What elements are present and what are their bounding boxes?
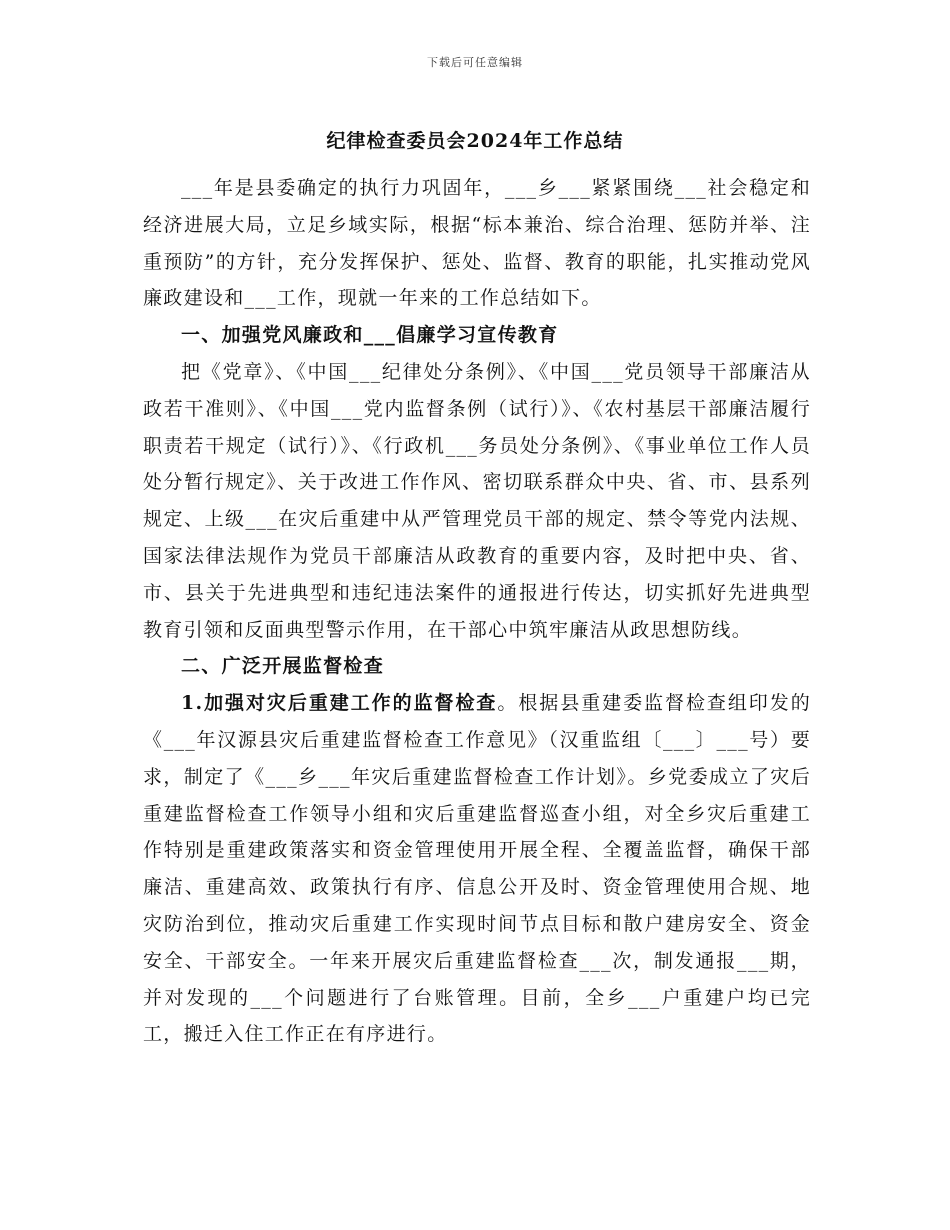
section-2-heading: 二、广泛开展监督检查 — [181, 655, 385, 678]
section-1-heading: 一、加强党风廉政和___倡廉学习宣传教育 — [181, 324, 559, 347]
subsection-1-heading: 1.加强对灾后重建工作的监督检查 — [181, 692, 498, 715]
section-2-paragraph — [143, 685, 811, 1053]
section-1-paragraph: 把《党章》、《中国___纪律处分条例》、《中国___党员领导干部廉洁从政若干准则》、《中国___党内监督条例（试行）》、《农村基层干部廉洁履行职责若干规定（试行）》、《行政机___务员处分条例》、《事业单位工作人员处分暂行规定》、关于改进工作作风、密切联系群众中央、省、市、县系列规定、上级___在灾后重建中从严管理党员干部的规定、禁令等党内法规、国家法律法规作为党员干部廉洁从政教育的重要内容，及时把中央、省、市、县关于先进典型和违纪违法案件的通报进行传达，切实抓好先进典型教育引领和反面典型警示作用，在干部心中筑牢廉洁从政思想防线。 — [143, 360, 811, 641]
subsection-1-text: 。根据县重建委监督检查组印发的《___年汉源县灾后重建监督检查工作意见》（汉重监组〔___〕___号）要求，制定了《___乡___年灾后重建监督检查工作计划》。乡党委成立了灾后重建监督检查工作领导小组和灾后重建监督巡查小组，对全乡灾后重建工作特别是重建政策落实和资金管理使用开展全程、全覆盖监督，确保干部廉洁、重建高效、政策执行有序、信息公开及时、资金管理使用合规、地灾防治到位，推动灾后重建工作实现时间节点目标和散户建房安全、资金安全、干部安全。一年来开展灾后重建监督检查___次，制发通报___期，并对发现的___个问题进行了台账管理。目前，全乡___户重建户均已完工，搬迁入住工作正在有序进行。 — [143, 692, 811, 1046]
intro-paragraph: ___年是县委确定的执行力巩固年，___乡___紧紧围绕___社会稳定和经济进展大局，立足乡域实际，根据“标本兼治、综合治理、惩防并举、注重预防”的方针，充分发挥保护、惩处、监督、教育的职能，扎实推动党风廉政建设和___工作，现就一年来的工作总结如下。 — [143, 177, 811, 310]
page-header: 下载后可任意编辑 — [427, 56, 523, 69]
document-body — [143, 170, 811, 1053]
document-title: 纪律检查委员会2024年工作总结 — [326, 130, 624, 152]
